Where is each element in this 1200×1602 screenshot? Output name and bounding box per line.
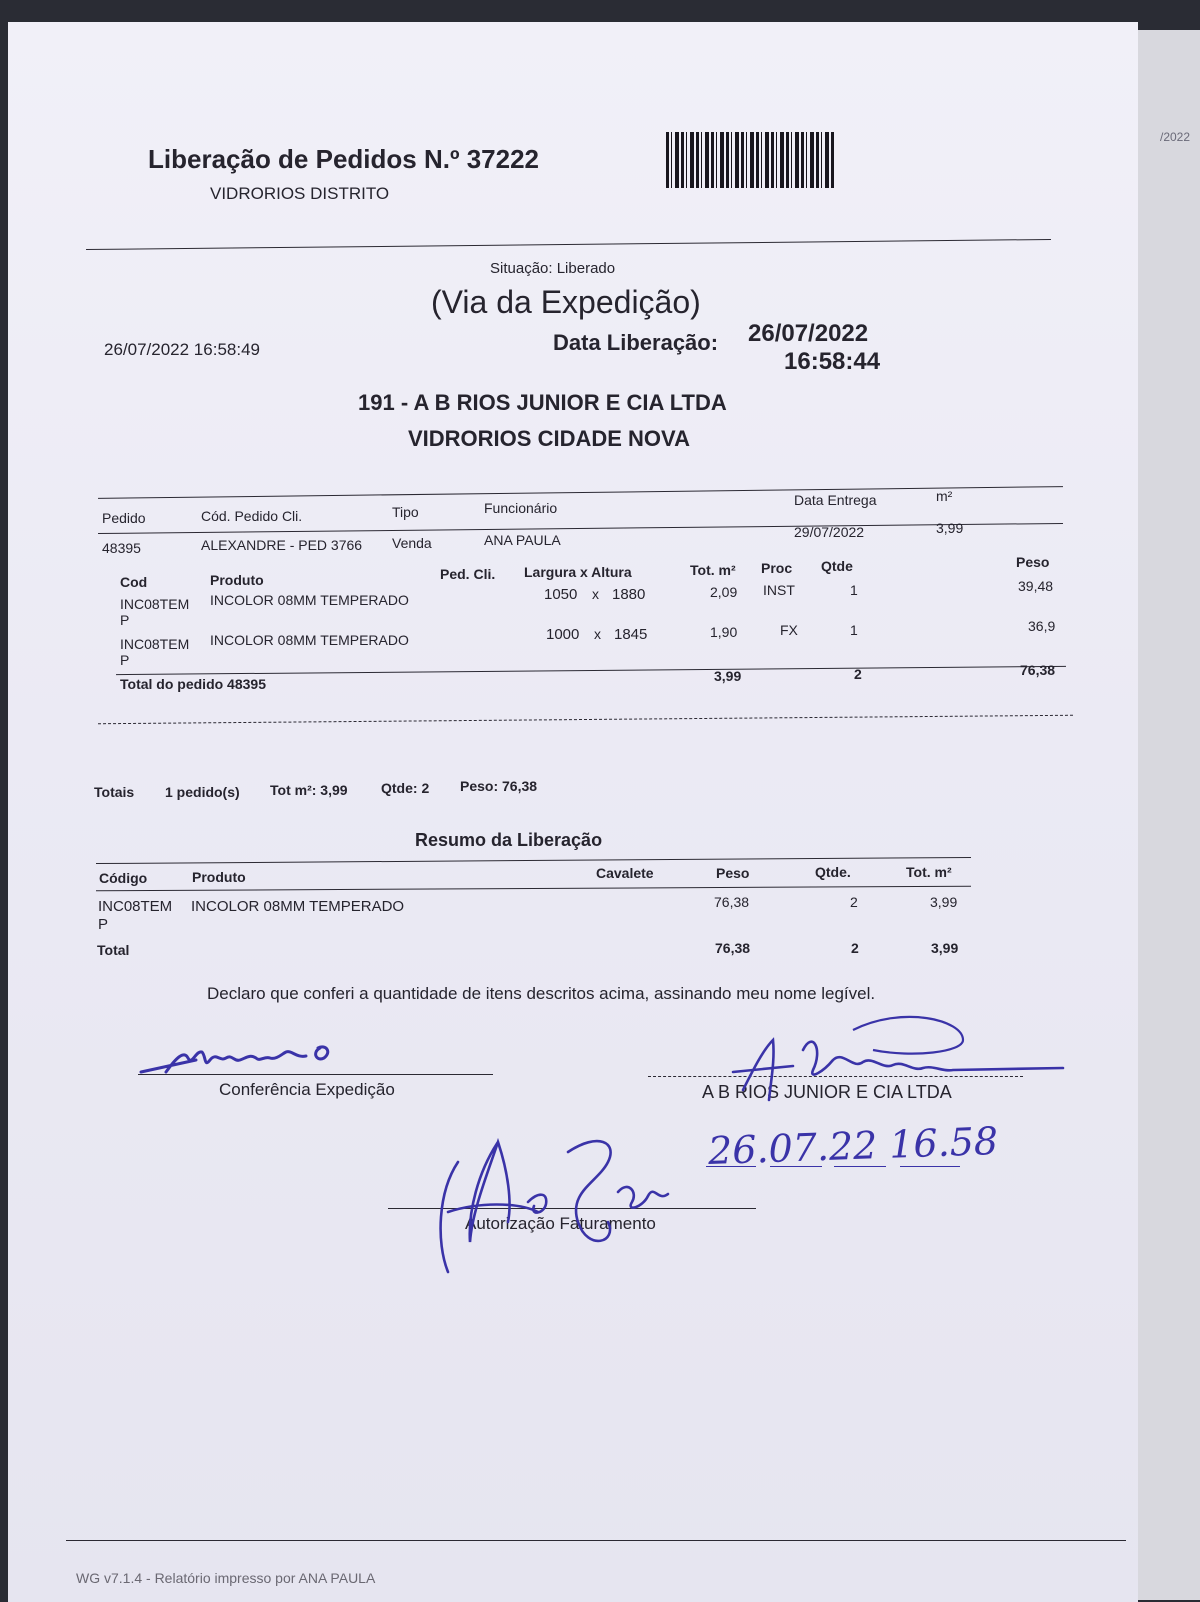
item-1-proc: INST	[763, 582, 795, 598]
totals-tot-m2: Tot m²: 3,99	[270, 782, 348, 798]
footer-divider	[66, 1540, 1126, 1541]
item-2-peso: 36,9	[1028, 618, 1056, 634]
item-1-tot-m2: 2,09	[710, 584, 738, 600]
summary-header-peso: Peso	[716, 865, 750, 881]
summary-total-qtde: 2	[851, 940, 859, 956]
value-cod-pedido-cli: ALEXANDRE - PED 3766	[201, 537, 363, 553]
summary-title: Resumo da Liberação	[415, 830, 603, 850]
label-m2: m²	[936, 488, 953, 504]
item-1-produto: INCOLOR 08MM TEMPERADO	[210, 592, 409, 608]
order-total-peso: 76,38	[1020, 662, 1056, 678]
item-2-x: x	[594, 626, 601, 642]
barcode-icon	[666, 132, 836, 188]
totals-pedidos: 1 pedido(s)	[165, 784, 240, 800]
print-datetime: 26/07/2022 16:58:49	[104, 340, 260, 359]
item-2-qtde: 1	[850, 622, 858, 638]
summary-row-produto: INCOLOR 08MM TEMPERADO	[191, 898, 405, 915]
items-header-peso: Peso	[1016, 554, 1050, 570]
item-1-peso: 39,48	[1018, 578, 1054, 594]
release-date: 26/07/2022	[748, 320, 869, 347]
item-1-x: x	[592, 586, 599, 602]
label-data-entrega: Data Entrega	[794, 492, 877, 508]
handwritten-datetime-text: 26.07.22 16.58	[707, 1118, 999, 1174]
summary-total-tot-m2: 3,99	[931, 940, 959, 956]
autorizacao-label: Autorização Faturamento	[465, 1214, 656, 1233]
handwritten-underline-3	[834, 1166, 886, 1167]
item-1-cod-cont: P	[120, 612, 130, 628]
client-signature	[713, 1010, 1073, 1110]
declaration-text: Declaro que conferi a quantidade de itens descritos acima, assinando meu nome legível.	[207, 984, 876, 1003]
company-name: VIDRORIOS DISTRITO	[210, 184, 390, 203]
order-total-label: Total do pedido 48395	[120, 676, 266, 692]
underlying-sheet	[1130, 30, 1200, 1600]
item-2-cod: INC08TEM	[120, 636, 190, 652]
order-total-tot-m2: 3,99	[714, 668, 742, 684]
items-header-tot-m2: Tot. m²	[690, 562, 736, 578]
summary-header-produto: Produto	[192, 869, 246, 885]
client-signature-label: A B RIOS JUNIOR E CIA LTDA	[702, 1082, 952, 1102]
via-label: (Via da Expedição)	[431, 284, 701, 320]
footer-text: WG v7.1.4 - Relatório impresso por ANA PAULA	[76, 1570, 376, 1586]
item-1-cod: INC08TEM	[120, 596, 190, 612]
client-name: 191 - A B RIOS JUNIOR E CIA LTDA	[358, 390, 727, 415]
item-1-altura: 1880	[612, 586, 646, 603]
handwritten-underline-2	[770, 1166, 822, 1167]
value-m2: 3,99	[936, 520, 964, 536]
order-bottom-divider	[98, 715, 1073, 725]
autorizacao-signature	[418, 1132, 698, 1282]
item-2-largura: 1000	[546, 626, 580, 643]
items-header-proc: Proc	[761, 560, 793, 576]
summary-header-qtde: Qtde.	[815, 864, 851, 880]
value-pedido: 48395	[102, 540, 141, 556]
item-2-altura: 1845	[614, 626, 648, 643]
totals-peso: Peso: 76,38	[460, 778, 538, 794]
summary-header-cavalete: Cavalete	[596, 865, 654, 881]
underlying-sheet-text: /2022	[1160, 130, 1191, 144]
item-2-proc: FX	[780, 622, 798, 638]
summary-header-codigo: Código	[99, 870, 148, 886]
items-header-qtde: Qtde	[821, 558, 853, 574]
label-tipo: Tipo	[392, 504, 419, 520]
handwritten-underline-4	[900, 1166, 960, 1167]
items-header-largura-altura: Largura x Altura	[524, 564, 632, 580]
order-header-divider	[98, 523, 1063, 534]
value-data-entrega: 29/07/2022	[794, 524, 865, 540]
value-funcionario: ANA PAULA	[484, 532, 561, 548]
item-1-largura: 1050	[544, 586, 578, 603]
item-2-tot-m2: 1,90	[710, 624, 738, 640]
items-header-produto: Produto	[210, 572, 264, 588]
label-pedido: Pedido	[102, 510, 146, 526]
item-2-cod-cont: P	[120, 652, 130, 668]
label-funcionario: Funcionário	[484, 500, 558, 516]
label-cod-pedido-cli: Cód. Pedido Cli.	[201, 508, 303, 524]
summary-header-divider	[96, 886, 971, 892]
summary-total-label: Total	[97, 942, 130, 958]
value-tipo: Venda	[392, 535, 432, 551]
summary-row-peso: 76,38	[714, 894, 750, 910]
summary-row-tot-m2: 3,99	[930, 894, 958, 910]
order-top-divider	[98, 486, 1063, 499]
client-store: VIDRORIOS CIDADE NOVA	[408, 426, 690, 451]
conferencia-signature	[136, 1028, 346, 1078]
conferencia-label: Conferência Expedição	[219, 1080, 395, 1099]
items-header-ped-cli: Ped. Cli.	[440, 566, 496, 582]
document-title: Liberação de Pedidos N.º 37222	[148, 144, 539, 174]
item-2-produto: INCOLOR 08MM TEMPERADO	[210, 632, 409, 648]
release-date-label: Data Liberação:	[553, 330, 719, 355]
summary-row-codigo-cont: P	[98, 916, 109, 933]
summary-row-codigo: INC08TEM	[98, 898, 173, 915]
summary-header-tot-m2: Tot. m²	[906, 864, 952, 880]
summary-top-divider	[96, 857, 971, 864]
handwritten-underline-1	[706, 1166, 756, 1167]
release-document	[8, 22, 1138, 1602]
totals-qtde: Qtde: 2	[381, 780, 430, 796]
summary-row-qtde: 2	[850, 894, 858, 910]
items-header-cod: Cod	[120, 574, 148, 590]
release-time: 16:58:44	[784, 348, 881, 375]
status-situacao: Situação: Liberado	[490, 260, 616, 277]
item-1-qtde: 1	[850, 582, 858, 598]
summary-total-peso: 76,38	[715, 940, 751, 956]
header-divider	[86, 239, 1051, 250]
handwritten-datetime	[707, 1119, 998, 1173]
totals-label: Totais	[94, 784, 135, 800]
items-total-divider	[116, 666, 1066, 675]
order-total-qtde: 2	[854, 666, 862, 682]
